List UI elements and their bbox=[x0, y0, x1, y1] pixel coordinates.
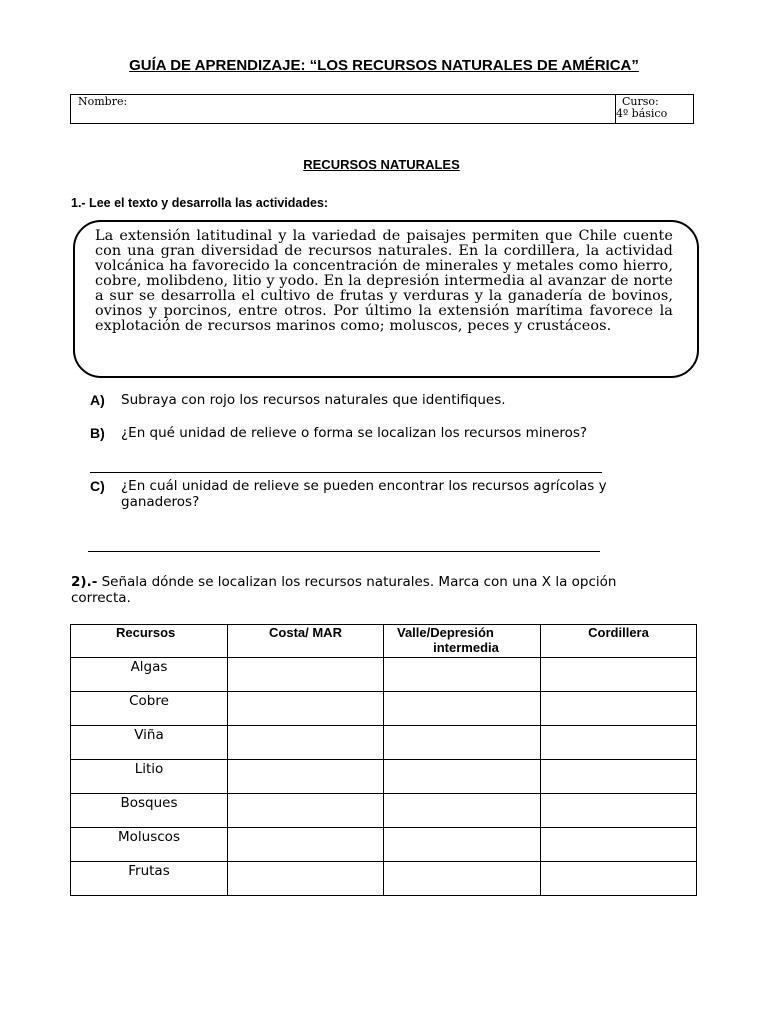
student-info-table bbox=[70, 94, 694, 124]
item-letter: B) bbox=[90, 425, 105, 441]
reading-text: La extensión latitudinal y la variedad de paisajes permiten que Chile cuente con una gran diversidad de recursos naturales. En la cordillera, la actividad volcánica ha favorecido la concentración de minerales y metales como hierro, cobre, molibdeno, litio y yodo. En la depresión intermedia al avanzar de norte a sur se desarrolla el cultivo de frutas y verduras y la ganadería de bovinos, ovinos y porcinos, entre otros. Por último la extensión marítima favorece la explotación de recursos marinos como; moluscos, peces y crustáceos. bbox=[95, 228, 673, 334]
mark-cell-cordillera[interactable] bbox=[541, 760, 697, 794]
table-row bbox=[71, 726, 697, 760]
mark-cell-valle[interactable] bbox=[384, 862, 541, 896]
resource-name: Frutas bbox=[71, 862, 228, 896]
column-header: Cordillera bbox=[541, 625, 697, 658]
item-text: Subraya con rojo los recursos naturales que identifiques. bbox=[121, 392, 506, 408]
table-header-row bbox=[71, 625, 697, 658]
resource-name: Viña bbox=[71, 726, 228, 760]
mark-cell-costa[interactable] bbox=[228, 828, 384, 862]
section-title: RECURSOS NATURALES bbox=[303, 157, 460, 172]
resource-name: Litio bbox=[71, 760, 228, 794]
mark-cell-costa[interactable] bbox=[228, 726, 384, 760]
resource-name: Cobre bbox=[71, 692, 228, 726]
course-label: Curso: bbox=[622, 95, 659, 108]
column-header: Recursos bbox=[71, 625, 228, 658]
mark-cell-costa[interactable] bbox=[228, 794, 384, 828]
name-label: Nombre: bbox=[78, 95, 128, 108]
mark-cell-valle[interactable] bbox=[384, 828, 541, 862]
item-text: ¿En qué unidad de relieve o forma se localizan los recursos mineros? bbox=[121, 425, 588, 441]
item-text: ¿En cuál unidad de relieve se pueden encontrar los recursos agrícolas y ganaderos? bbox=[121, 478, 607, 510]
question-2 bbox=[71, 574, 671, 606]
question-1-label: 1.- Lee el texto y desarrolla las actividades: bbox=[71, 196, 329, 210]
mark-cell-cordillera[interactable] bbox=[541, 794, 697, 828]
question-2-text: Señala dónde se localizan los recursos naturales. Marca con una X la opción correcta. bbox=[71, 574, 617, 606]
question-2-number: 2).- bbox=[71, 574, 98, 590]
item-letter: C) bbox=[90, 478, 105, 494]
mark-cell-cordillera[interactable] bbox=[541, 692, 697, 726]
course-field[interactable] bbox=[616, 95, 694, 123]
answer-line-b[interactable] bbox=[90, 472, 602, 473]
activity-item-c bbox=[90, 478, 690, 518]
table-row bbox=[71, 760, 697, 794]
table-row bbox=[71, 692, 697, 726]
reading-box bbox=[73, 220, 699, 378]
column-header: Costa/ MAR bbox=[228, 625, 384, 658]
mark-cell-costa[interactable] bbox=[228, 692, 384, 726]
mark-cell-costa[interactable] bbox=[228, 760, 384, 794]
table-row bbox=[71, 828, 697, 862]
activity-item-a bbox=[90, 392, 690, 412]
item-letter: A) bbox=[90, 392, 105, 408]
mark-cell-cordillera[interactable] bbox=[541, 726, 697, 760]
resource-name: Moluscos bbox=[71, 828, 228, 862]
mark-cell-valle[interactable] bbox=[384, 658, 541, 692]
mark-cell-valle[interactable] bbox=[384, 794, 541, 828]
table-row bbox=[71, 658, 697, 692]
page-title: GUÍA DE APRENDIZAJE: “LOS RECURSOS NATURALES DE AMÉRICA” bbox=[129, 57, 639, 74]
mark-cell-costa[interactable] bbox=[228, 658, 384, 692]
resources-table bbox=[70, 624, 697, 896]
table-row bbox=[71, 862, 697, 896]
mark-cell-costa[interactable] bbox=[228, 862, 384, 896]
answer-line-c[interactable] bbox=[88, 551, 600, 552]
mark-cell-cordillera[interactable] bbox=[541, 828, 697, 862]
mark-cell-valle[interactable] bbox=[384, 726, 541, 760]
resource-name: Bosques bbox=[71, 794, 228, 828]
resource-name: Algas bbox=[71, 658, 228, 692]
course-value: 4º básico bbox=[616, 107, 668, 120]
column-header: Valle/Depresión intermedia bbox=[384, 625, 541, 658]
mark-cell-cordillera[interactable] bbox=[541, 658, 697, 692]
name-field[interactable] bbox=[71, 95, 616, 123]
mark-cell-cordillera[interactable] bbox=[541, 862, 697, 896]
activity-item-b bbox=[90, 425, 690, 445]
table-row bbox=[71, 794, 697, 828]
mark-cell-valle[interactable] bbox=[384, 692, 541, 726]
mark-cell-valle[interactable] bbox=[384, 760, 541, 794]
